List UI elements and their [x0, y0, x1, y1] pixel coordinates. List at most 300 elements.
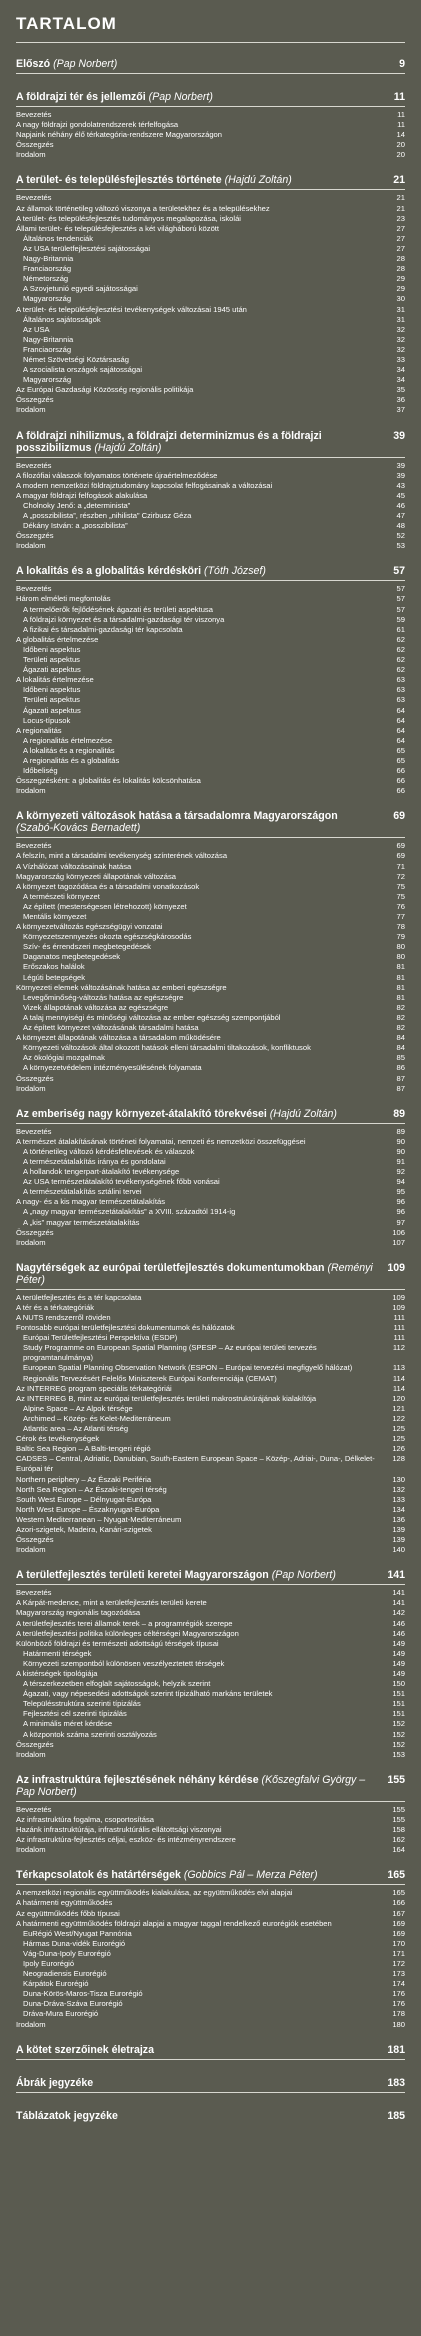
toc-section-heading	[16, 1256, 405, 1290]
section-gap	[16, 160, 405, 168]
entry-page-number: 77	[396, 912, 405, 921]
entry-page-number: 122	[392, 1413, 405, 1423]
entry-title: Az ökológiai mozgalmak	[23, 1053, 105, 1063]
toc-entry	[16, 1424, 405, 1434]
entry-page-number: 155	[392, 1804, 405, 1814]
toc-entry	[16, 1293, 405, 1303]
entry-title: Az Európai Gazdasági Közösség regionális politikája	[16, 385, 194, 395]
entry-title: A NUTS rendszerről röviden	[16, 1313, 111, 1322]
toc-entry	[16, 120, 405, 130]
entry-page-number: 90	[396, 1146, 405, 1156]
entry-page-number: 173	[392, 1969, 405, 1979]
entry-page-number: 76	[396, 901, 405, 911]
entry-title: Irodalom	[16, 1083, 46, 1093]
section-author: (Hajdú Zoltán)	[269, 1107, 337, 1120]
entry-title: A nemzetközi regionális együttműködés kialakulása, az együttműködés elvi alapjai	[16, 1888, 293, 1898]
entry-page-number: 31	[396, 304, 405, 314]
entry-title: Környezetszennyezés okozta egészségkárosodás	[23, 932, 192, 942]
toc-entry	[16, 892, 405, 902]
entry-title: Három elméleti megfontolás	[16, 594, 111, 604]
toc-entry	[16, 932, 405, 942]
entry-page-number: 27	[396, 243, 405, 253]
toc-entry	[16, 695, 405, 705]
section-title-text: A földrajzi nihilizmus, a földrajzi determinizmus és a földrajzi posszibilizmus	[16, 429, 322, 454]
toc-entry	[16, 1485, 405, 1495]
section-page-number: 57	[393, 565, 405, 578]
entry-title: Irodalom	[16, 150, 46, 160]
entry-page-number: 31	[396, 314, 405, 324]
toc-entry	[16, 993, 405, 1003]
entry-page-number: 176	[392, 1989, 405, 1999]
entry-title: A környezetvédelem intézményesülésének folyamata	[23, 1063, 202, 1073]
section-title-text: A környezeti változások hatása a társadalomra Magyarországon	[16, 810, 338, 823]
entry-page-number: 81	[396, 962, 405, 972]
toc-entry	[16, 1699, 405, 1709]
toc-entry	[16, 685, 405, 695]
entry-page-number: 120	[392, 1393, 405, 1403]
entry-page-number: 20	[396, 140, 405, 150]
entry-title: Nagy-Britannia	[23, 334, 74, 344]
toc-entry	[16, 214, 405, 224]
entry-page-number: 32	[396, 324, 405, 334]
entry-title: Összegzés	[16, 1739, 54, 1749]
toc-entry	[16, 1959, 405, 1969]
entry-page-number: 178	[392, 2009, 405, 2019]
entry-title: Bevezetés	[16, 110, 52, 119]
entry-title: Az államok történetileg változó viszonya a területekhez és a településekhez	[16, 203, 270, 213]
toc-entry	[16, 294, 405, 304]
entry-title: Vág-Duna-Ipoly Eurorégió	[23, 1948, 111, 1958]
toc-entry	[16, 224, 405, 234]
section-title	[16, 58, 405, 70]
entry-page-number: 162	[392, 1835, 405, 1845]
entry-title: Ágazati aspektus	[23, 665, 81, 675]
entry-title: A felszín, mint a társadalmi tevékenység színterének változása	[16, 851, 228, 861]
toc-entry	[16, 2009, 405, 2019]
entry-title: Baltic Sea Region – A Balti-tengeri régió	[16, 1444, 151, 1454]
section-title	[16, 430, 405, 454]
entry-page-number: 84	[396, 1033, 405, 1043]
toc-entry	[16, 193, 405, 203]
entry-title: Magyarország regionális tagozódása	[16, 1608, 141, 1618]
entry-page-number: 139	[392, 1535, 405, 1545]
toc-entry	[16, 776, 405, 786]
entry-title: A természetátalakítás iránya és gondolatai	[23, 1156, 166, 1166]
toc-section-heading	[16, 424, 405, 458]
toc-entry	[16, 264, 405, 274]
entry-title: Magyarország	[23, 294, 72, 304]
entry-page-number: 80	[396, 952, 405, 962]
entry-title: Vizek állapotának változása az egészségre	[23, 1002, 169, 1012]
entry-page-number: 96	[396, 1207, 405, 1217]
toc-entry	[16, 1909, 405, 1919]
entry-page-number: 149	[392, 1658, 405, 1668]
entry-title: A „kis” magyar természetátalakítás	[23, 1217, 140, 1227]
entry-page-number: 142	[392, 1608, 405, 1618]
toc-entry	[16, 635, 405, 645]
entry-page-number: 62	[396, 655, 405, 665]
entry-title: A központok száma szerinti osztályozás	[23, 1729, 157, 1739]
section-gap	[16, 2096, 405, 2104]
section-page-number: 183	[387, 2076, 405, 2089]
section-author: (Pap Norbert)	[53, 58, 118, 70]
toc-entry	[16, 1669, 405, 1679]
toc-entry	[16, 1825, 405, 1835]
toc-entry	[16, 973, 405, 983]
entry-page-number: 81	[396, 982, 405, 992]
section-gap	[16, 1555, 405, 1563]
entry-title: Időbeliség	[23, 766, 58, 776]
entry-page-number: 33	[396, 354, 405, 364]
entry-page-number: 61	[396, 624, 405, 634]
entry-page-number: 69	[396, 851, 405, 861]
toc-entry	[16, 1719, 405, 1729]
entry-title: A termelőerők fejlődésének ágazati és területi aspektusa	[23, 604, 213, 614]
entry-page-number: 171	[392, 1948, 405, 1958]
section-title-text: Az infrastruktúra fejlesztésének néhány kérdése	[16, 1773, 259, 1786]
entry-title: Területi aspektus	[23, 695, 80, 705]
section-page-number: 39	[393, 429, 405, 442]
entry-title: Bevezetés	[16, 193, 52, 203]
section-page-number: 141	[387, 1569, 405, 1582]
entry-page-number: 81	[396, 972, 405, 982]
toc-entry	[16, 786, 405, 796]
entry-title: A természetátalakítás sztálini tervei	[23, 1187, 142, 1197]
entry-page-number: 32	[396, 334, 405, 344]
entry-page-number: 146	[392, 1618, 405, 1628]
toc-section-heading	[16, 2038, 405, 2060]
entry-title: A talaj mennyiségi és minőségi változása az ember egészség szempontjából	[23, 1012, 281, 1022]
entry-title: A regionalitás	[16, 725, 62, 735]
entry-title: Általános sajátosságok	[23, 314, 101, 324]
toc-entry	[16, 1187, 405, 1197]
toc-entry	[16, 1730, 405, 1740]
toc-entry	[16, 922, 405, 932]
entry-page-number: 57	[396, 604, 405, 614]
toc-entry	[16, 1167, 405, 1177]
toc-entry	[16, 501, 405, 511]
entry-title: Franciaország	[23, 264, 72, 274]
toc-entry	[16, 481, 405, 491]
toc-entry	[16, 315, 405, 325]
toc-entry	[16, 1303, 405, 1313]
toc-entry	[16, 140, 405, 150]
toc-entry	[16, 1969, 405, 1979]
toc-entry	[16, 1033, 405, 1043]
entry-title: A természeti környezet	[23, 891, 100, 901]
entry-title: Locus-típusok	[23, 715, 71, 725]
toc-section-heading	[16, 1102, 405, 1124]
entry-title: Levegőminőség-változás hatása az egészségre	[23, 992, 184, 1002]
toc-entry	[16, 110, 405, 120]
toc-entry	[16, 1815, 405, 1825]
section-gap	[16, 1760, 405, 1768]
entry-title: Az együttműködés főbb típusai	[16, 1908, 120, 1918]
section-author: (Reményi Péter)	[16, 1261, 373, 1286]
toc-entry	[16, 902, 405, 912]
entry-title: Kárpátok Eurorégió	[23, 1979, 89, 1989]
toc-entry	[16, 1053, 405, 1063]
toc-entry	[16, 244, 405, 254]
toc-entry	[16, 1805, 405, 1815]
entry-title: Atlantic area – Az Atlanti térség	[23, 1424, 129, 1434]
entry-page-number: 11	[397, 110, 405, 119]
entry-title: A természet átalakításának történeti folyamatai, nemzeti és nemzetközi összefüggései	[16, 1136, 306, 1146]
entry-page-number: 128	[392, 1454, 405, 1464]
entry-page-number: 48	[396, 521, 405, 531]
section-page-number: 21	[393, 174, 405, 187]
toc-section-heading	[16, 1768, 405, 1802]
toc-entry	[16, 511, 405, 521]
entry-page-number: 30	[396, 294, 405, 304]
entry-title: A területfejlesztés terei államok terek – a programrégiók szerepe	[16, 1618, 233, 1628]
page-title: TARTALOM	[16, 14, 117, 33]
entry-title: Különböző földrajzi és természeti adottságú térségek típusai	[16, 1638, 219, 1648]
entry-title: A történetileg változó kérdésfeltevések és válaszok	[23, 1146, 195, 1156]
entry-page-number: 82	[396, 1023, 405, 1033]
entry-page-number: 176	[392, 1999, 405, 2009]
entry-title: Az USA területfejlesztési sajátosságai	[23, 243, 151, 253]
entry-page-number: 43	[396, 480, 405, 490]
toc-entry	[16, 1515, 405, 1525]
entry-page-number: 57	[396, 584, 405, 594]
toc-entry	[16, 345, 405, 355]
entry-title: North West Europe – Északnyugat-Európa	[16, 1504, 160, 1514]
entry-title: South West Europe – Délnyugat-Európa	[16, 1494, 152, 1504]
toc-entry	[16, 665, 405, 675]
entry-title: Northern periphery – Az Északi Periféria	[16, 1474, 152, 1484]
toc-entry	[16, 1084, 405, 1094]
section-page-number: 9	[399, 58, 405, 70]
entry-page-number: 62	[396, 644, 405, 654]
toc-entry	[16, 952, 405, 962]
entry-page-number: 158	[392, 1825, 405, 1835]
entry-title: Archimed – Közép- és Kelet-Mediterráneum	[23, 1413, 171, 1423]
section-title	[16, 2110, 405, 2122]
entry-page-number: 87	[396, 1083, 405, 1093]
toc-entry	[16, 284, 405, 294]
toc-entry	[16, 1127, 405, 1137]
entry-page-number: 152	[392, 1739, 405, 1749]
entry-page-number: 94	[396, 1177, 405, 1187]
entry-page-number: 133	[392, 1494, 405, 1504]
entry-title: A „posszibilista”, részben „nihilista” Czirbusz Géza	[23, 511, 192, 520]
toc-entry	[16, 405, 405, 415]
entry-page-number: 130	[392, 1474, 405, 1484]
toc-entry	[16, 305, 405, 315]
entry-page-number: 86	[396, 1063, 405, 1073]
section-title-text: A kötet szerzőinek életrajza	[16, 2043, 154, 2056]
entry-page-number: 69	[396, 841, 405, 851]
entry-title: A határmenti együttműködés	[16, 1898, 113, 1908]
entry-title: A földrajzi környezet és a társadalmi-gazdasági tér viszonya	[23, 614, 225, 624]
entry-page-number: 91	[396, 1156, 405, 1166]
entry-title: A környezet tagozódása és a társadalmi vonatkozások	[16, 881, 200, 891]
entry-page-number: 27	[396, 223, 405, 233]
section-page-number: 89	[393, 1107, 405, 1120]
entry-title: A globalitás értelmezése	[16, 634, 99, 644]
entry-title: A térszerkezetben elfoglalt sajátosságok, helyzik szerint	[23, 1679, 211, 1689]
entry-title: A „nagy magyar természetátalakítás” a XVIII. századtól 1914-ig	[23, 1207, 236, 1217]
entry-page-number: 113	[392, 1363, 405, 1373]
entry-title: A környezet állapotának változása a társadalom működésére	[16, 1033, 221, 1043]
entry-title: A regionalitás értelmezése	[23, 735, 113, 745]
entry-title: Regionális Tervezésért Felelős Miniszterek Európai Konferenciája (CEMAT)	[23, 1373, 277, 1383]
entry-page-number: 139	[392, 1524, 405, 1534]
section-author: (Hajdú Zoltán)	[224, 174, 292, 187]
toc-entry	[16, 1374, 405, 1384]
entry-page-number: 27	[396, 233, 405, 243]
section-page-number: 69	[393, 810, 405, 823]
toc-entry	[16, 851, 405, 861]
entry-title: Fejlesztési cél szerinti típizálás	[23, 1709, 127, 1719]
entry-page-number: 64	[396, 725, 405, 735]
section-page-number: 11	[393, 91, 405, 103]
entry-title: Németország	[23, 274, 69, 284]
entry-title: Irodalom	[16, 541, 46, 551]
entry-title: Magyarország	[23, 375, 72, 385]
toc-entry	[16, 1363, 405, 1373]
section-gap	[16, 796, 405, 804]
entry-page-number: 47	[396, 511, 405, 520]
section-gap	[16, 1094, 405, 1102]
entry-page-number: 75	[396, 881, 405, 891]
entry-page-number: 106	[392, 1227, 405, 1237]
toc-entry	[16, 1898, 405, 1908]
entry-page-number: 64	[396, 715, 405, 725]
entry-title: Hármas Duna-vidék Eurorégió	[23, 1938, 126, 1948]
entry-page-number: 155	[392, 1814, 405, 1824]
entry-title: Dékány István: a „posszibilista”	[23, 521, 128, 531]
toc-entry	[16, 1949, 405, 1959]
toc-entry	[16, 365, 405, 375]
entry-title: Összegzés	[16, 1535, 54, 1545]
entry-title: Ágazati, vagy népesedési adottságok szerint típizálható markáns területek	[23, 1689, 273, 1699]
entry-page-number: 111	[393, 1333, 405, 1343]
toc-entry	[16, 1619, 405, 1629]
entry-page-number: 39	[396, 460, 405, 470]
entry-title: Az infrastruktúra fogalma, csoportosítása	[16, 1814, 155, 1824]
entry-title: Európai Területfejlesztési Perspektíva (ESDP)	[23, 1333, 178, 1343]
section-title-text: Az emberiség nagy környezet-átalakító törekvései	[16, 1107, 267, 1120]
entry-page-number: 64	[396, 705, 405, 715]
toc-entry	[16, 594, 405, 604]
entry-title: Német Szövetségi Köztársaság	[23, 354, 129, 364]
toc-entry	[16, 1475, 405, 1485]
toc-entry	[16, 1989, 405, 1999]
entry-title: Területi aspektus	[23, 655, 80, 665]
section-title	[16, 1569, 405, 1581]
entry-page-number: 21	[396, 193, 405, 203]
toc-section-heading	[16, 804, 405, 838]
toc-entry	[16, 756, 405, 766]
toc-entry	[16, 1545, 405, 1555]
toc-entry	[16, 1137, 405, 1147]
section-title	[16, 1262, 405, 1286]
entry-page-number: 151	[392, 1689, 405, 1699]
entry-page-number: 87	[396, 1073, 405, 1083]
toc-entry	[16, 746, 405, 756]
entry-title: European Spatial Planning Observation Network (ESPON – Európai tervezési megfigyelő hálózat)	[23, 1363, 353, 1373]
entry-title: North Sea Region – Az Északi-tengeri térség	[16, 1484, 167, 1494]
toc-entry	[16, 1147, 405, 1157]
toc-entry	[16, 605, 405, 615]
entry-page-number: 141	[392, 1588, 405, 1598]
entry-page-number: 28	[396, 254, 405, 264]
entry-title: Bevezetés	[16, 1588, 52, 1598]
entry-page-number: 21	[396, 203, 405, 213]
entry-page-number: 114	[392, 1373, 405, 1383]
toc-entry	[16, 1454, 405, 1474]
entry-page-number: 35	[396, 385, 405, 395]
entry-page-number: 165	[392, 1888, 405, 1898]
entry-page-number: 29	[396, 284, 405, 294]
entry-title: A környezetváltozás egészségügyi vonzatai	[16, 922, 163, 932]
entry-title: Az USA természetátalakító tevékenységének főbb vonásai	[23, 1177, 220, 1187]
toc-entry	[16, 1023, 405, 1033]
section-gap	[16, 77, 405, 85]
entry-page-number: 125	[392, 1434, 405, 1444]
toc-entry	[16, 1063, 405, 1073]
title-divider	[16, 42, 405, 43]
entry-page-number: 89	[396, 1126, 405, 1136]
section-title	[16, 174, 405, 186]
toc-entry	[16, 1649, 405, 1659]
toc-entry	[16, 461, 405, 471]
toc-entry	[16, 1750, 405, 1760]
section-author: (Szabó-Kovács Bernadett)	[16, 822, 141, 835]
section-gap	[16, 2063, 405, 2071]
entry-title: Dráva-Mura Eurorégió	[23, 2009, 99, 2019]
toc-entry	[16, 1535, 405, 1545]
entry-title: Duna-Dráva-Száva Eurorégió	[23, 1999, 123, 2009]
section-title-text: Ábrák jegyzéke	[16, 2076, 94, 2089]
entry-page-number: 71	[396, 861, 405, 871]
entry-page-number: 65	[396, 755, 405, 765]
entry-page-number: 111	[393, 1313, 405, 1322]
toc-entry	[16, 254, 405, 264]
entry-title: Az INTERREG program speciális térkategóriái	[16, 1383, 172, 1393]
toc-entry	[16, 1495, 405, 1505]
toc-entry	[16, 1999, 405, 2009]
entry-page-number: 66	[396, 776, 405, 786]
toc-entry	[16, 584, 405, 594]
toc-entry	[16, 1939, 405, 1949]
toc-entry	[16, 706, 405, 716]
entry-page-number: 34	[396, 375, 405, 385]
entry-title: Cholnoky Jenő: a „determinista”	[23, 500, 131, 510]
section-gap	[16, 551, 405, 559]
toc-entry	[16, 983, 405, 993]
entry-page-number: 59	[396, 614, 405, 624]
toc-entry	[16, 1414, 405, 1424]
entry-title: A Vízhálózat változásainak hatása	[16, 861, 132, 871]
toc-entry	[16, 942, 405, 952]
entry-page-number: 34	[396, 365, 405, 375]
entry-title: Környezeti változások által okozott hatások elleni társadalmi tiltakozások, konfliktusok	[23, 1043, 311, 1053]
toc-entry	[16, 1929, 405, 1939]
section-author: (Pap Norbert)	[271, 1569, 336, 1582]
entry-page-number: 46	[396, 500, 405, 510]
entry-page-number: 95	[396, 1187, 405, 1197]
entry-page-number: 140	[392, 1545, 405, 1555]
entry-title: Irodalom	[16, 1545, 46, 1555]
section-author: (Hajdú Zoltán)	[94, 441, 162, 454]
entry-title: Irodalom	[16, 786, 46, 796]
toc-entry	[16, 541, 405, 551]
section-title-text: Térkapcsolatok és határtérségek	[16, 1869, 181, 1882]
entry-title: A regionalitás és a globalitás	[23, 755, 120, 765]
